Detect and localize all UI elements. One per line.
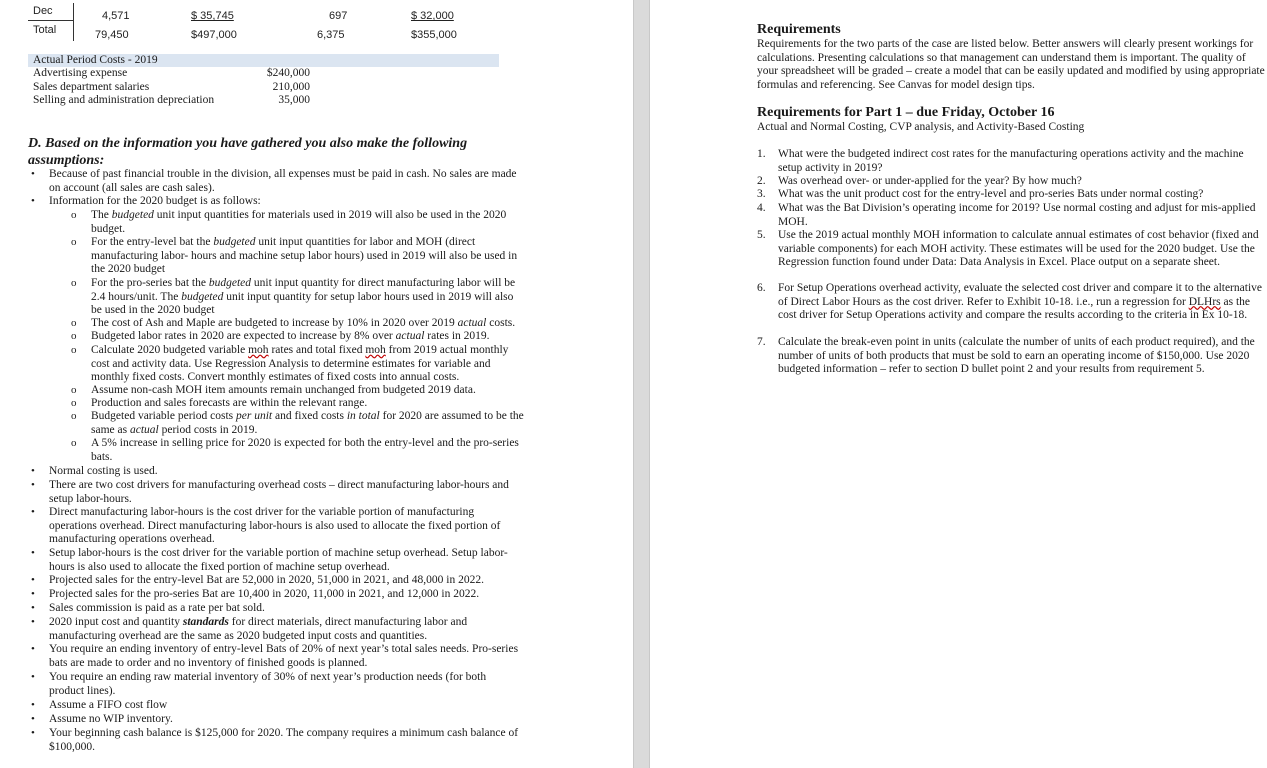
advertising-value: $240,000: [266, 67, 310, 79]
circle-bullet-icon: o: [71, 317, 77, 329]
bullet-icon: •: [31, 465, 35, 477]
circle-bullet-icon: o: [71, 330, 77, 342]
bullet-icon: •: [31, 195, 35, 207]
document-left-page: Dec 4,571 $ 35,745 697 $ 32,000 Total 79,450 $497,000 6,375 $355,000 Actual Period Costs - 2019 Advertising expense $240,000 Sales department salaries 210,000 Selling and administration depreciation 35,000 D. Based on the information you have gathered you also make the following assumptions: • Because of past financial trouble in the division, all expenses must be paid in cash. No sales are made on account (all sales are cash sales). • Information for the 2020 budget is as follows: o The budgeted unit input quantities for materials used in 2019 will also be used in the 2020 budget. o For the entry-level bat the budgeted unit input quantities for labor and MOH (direct manufacturing labor- hours and machine setup labor hours) used in 2019 will also be used in the 2020 budget o For the pro-series bat the budgeted unit input quantity for direct manufacturing labor will be 2.4 hours/unit. The budgeted unit input quantity for setup labor hours used in 2019 will also be used in the 2020 budget o The cost of Ash and Maple are budgeted to increase by 10% in 2020 over 2019 actual costs. o Budgeted labor rates in 2020 are expected to increase by 8% over actual rates in 2019. o Calculate 2020 budgeted variable moh rates and total fixed moh from 2019 actual monthly cost and activity data. Use Regression Analysis to determine estimates for variable and monthly fixed costs. Convert monthly estimates of fixed costs into annual costs. o Assume non-cash MOH item amounts remain unchanged from budgeted 2019 data. o Production and sales forecasts are within the relevant range. o Budgeted variable period costs per unit and fixed costs in total for 2020 are assumed to be the same as actual period costs in 2019. o A 5% increase in selling price for 2020 is expected for both the entry-level and the pro-series bats. • Normal costing is used. • There are two cost drivers for manufacturing overhead costs – direct manufacturing labor-hours and setup labor-hours. • Direct manufacturing labor-hours is the cost driver for the variable portion of manufacturing operations overhead. Direct manufacturing labor-hours is also used to allocate the fixed portion of manufacturing operations overhead. • Setup labor-hours is the cost driver for the variable portion of machine setup overhead. Setup labor-hours is also used to allocate the fixed portion of machine setup overhead. • Projected sales for the entry-level Bat are 52,000 in 2020, 51,000 in 2021, and 48,000 in 2022. • Projected sales for the pro-series Bat are 10,400 in 2020, 11,000 in 2021, and 12,000 in 2022. • Sales commission is paid as a rate per bat sold. • 2020 input cost and quantity standards for direct materials, direct manufacturing labor and manufacturing overhead are the same as 2020 budgeted input costs and quantities. • You require an ending inventory of entry-level Bats of 20% of next year’s total sales needs. Pro-series bats are made to order and no inventory of finished goods is planned. • You require an ending raw material inventory of 30% of next year’s production needs (for both product lines). • Assume a FIFO cost flow • Assume no WIP inventory. • Your beginning cash balance is $125,000 for 2020. The company requires a minimum cash balance of $100,000.: [0, 0, 633, 768]
bullet-icon: •: [31, 588, 35, 600]
actual-costs-title: Actual Period Costs - 2019: [33, 54, 158, 66]
dec-cell-2: $ 35,745: [191, 10, 234, 22]
bullet-icon: •: [31, 643, 35, 655]
circle-bullet-icon: o: [71, 397, 77, 409]
total-cell-3: 6,375: [317, 29, 345, 41]
bullet-icon: •: [31, 602, 35, 614]
bullet-icon: •: [31, 479, 35, 491]
bullet-icon: •: [31, 616, 35, 628]
table-horizontal-rule: [28, 20, 74, 21]
circle-bullet-icon: o: [71, 384, 77, 396]
sales-salaries-value: 210,000: [272, 81, 310, 93]
total-cell-2: $497,000: [191, 29, 237, 41]
circle-bullet-icon: o: [71, 209, 77, 221]
dec-cell-4: $ 32,000: [411, 10, 454, 22]
part1-heading: Requirements for Part 1 – due Friday, October 16: [757, 105, 1055, 120]
depreciation-value: 35,000: [278, 94, 310, 106]
page-gutter: [633, 0, 650, 768]
circle-bullet-icon: o: [71, 236, 77, 248]
circle-bullet-icon: o: [71, 344, 77, 356]
bullet-icon: •: [31, 168, 35, 180]
bullet-icon: •: [31, 506, 35, 518]
requirements-intro: Requirements for the two parts of the case are listed below. Better answers will clearly present workings for calculations. Presenting calculations so that management can understand them is important. The quality of your spreadsheet will be graded – create a model that can be easily updated and modified by using appropriate formulas and referencing. See Canvas for model design tips.: [757, 38, 1265, 91]
document-right-page: Requirements Requirements for the two parts of the case are listed below. Better answers will clearly present workings for calculations. Presenting calculations so that management can understand them is important. The quality of your spreadsheet will be graded – create a model that can be easily updated and modified by using appropriate formulas and referencing. See Canvas for model design tips. Requirements for Part 1 – due Friday, October 16 Actual and Normal Costing, CVP analysis, and Activity-Based Costing 1. What were the budgeted indirect cost rates for the manufacturing operations activity and the machine setup activity in 2019? 2. Was overhead over- or under-applied for the year? By how much? 3. What was the unit product cost for the entry-level and pro-series Bats under normal costing? 4. What was the Bat Division’s operating income for 2019? Use normal costing and adjust for mis-applied MOH. 5. Use the 2019 actual monthly MOH information to calculate annual estimates of cost behavior (fixed and variable components) for each MOH activity. These estimates will be used for the 2020 budget. Use the Regression function found under Data: Data Analysis in Excel. Place output on a separate sheet. 6. For Setup Operations overhead activity, evaluate the selected cost driver and compare it to the alternative of Direct Labor Hours as the cost driver. Refer to Exhibit 10-18. i.e., run a regression for DLHrs as the cost driver for Setup Operations activity and compare the results according to the criteria in Ex 10-18. 7. Calculate the break-even point in units (calculate the number of units of each product required), and the number of units of both products that must be sold to earn an operating income of $150,000. Use 2020 budgeted information – refer to section D bullet point 2 and your results from requirement 5.: [650, 0, 1267, 768]
dec-cell-3: 697: [329, 10, 348, 22]
circle-bullet-icon: o: [71, 437, 77, 449]
dec-cell-1: 4,571: [102, 10, 130, 22]
section-d-heading-line2: assumptions:: [28, 153, 105, 168]
circle-bullet-icon: o: [71, 410, 77, 422]
circle-bullet-icon: o: [71, 277, 77, 289]
bullet-icon: •: [31, 547, 35, 559]
bullet-icon: •: [31, 574, 35, 586]
depreciation-label: Selling and administration depreciation: [33, 94, 215, 106]
advertising-label: Advertising expense: [33, 67, 128, 79]
total-row-label: Total: [33, 24, 57, 36]
requirements-heading: Requirements: [757, 22, 841, 37]
section-d-heading: [28, 135, 528, 169]
bullet-icon: •: [31, 727, 35, 739]
dec-row-label: Dec: [33, 5, 53, 17]
total-cell-4: $355,000: [411, 29, 457, 41]
table-vertical-rule: [73, 3, 74, 41]
part1-subheading: Actual and Normal Costing, CVP analysis, and Activity-Based Costing: [757, 121, 1085, 133]
bullet-icon: •: [31, 713, 35, 725]
total-cell-1: 79,450: [95, 29, 129, 41]
section-d-heading-line1: D. Based on the information you have gathered you also make the following: [28, 136, 468, 151]
bullet-icon: •: [31, 699, 35, 711]
sales-salaries-label: Sales department salaries: [33, 81, 150, 93]
bullet-icon: •: [31, 671, 35, 683]
